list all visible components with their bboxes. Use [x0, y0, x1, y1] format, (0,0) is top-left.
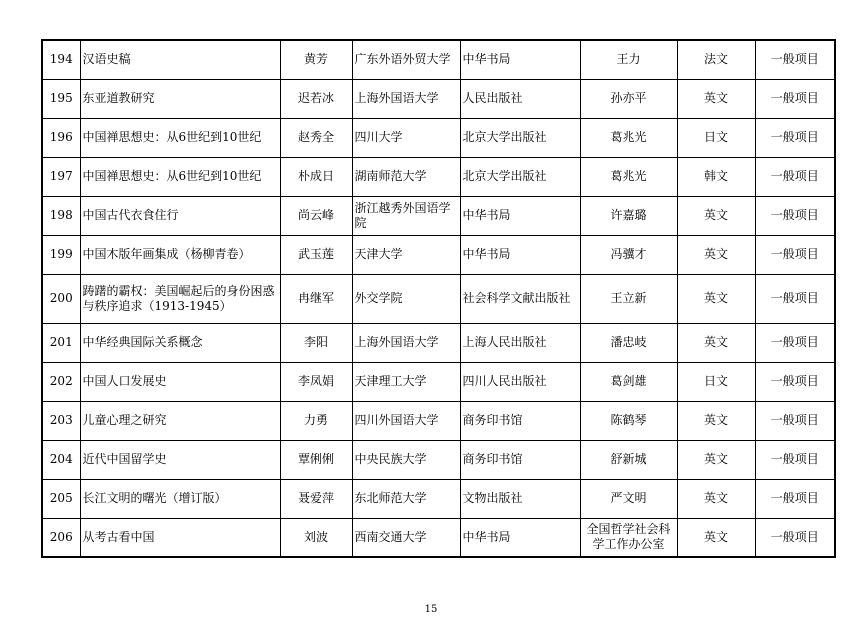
- applicant-name: 李凤娟: [280, 362, 352, 401]
- project-category: 一般项目: [755, 274, 835, 323]
- target-language: 英文: [677, 196, 755, 235]
- original-author: 葛兆光: [580, 118, 677, 157]
- applicant-name: 武玉莲: [280, 235, 352, 274]
- book-title: 中国古代衣食住行: [80, 196, 280, 235]
- institution: 东北师范大学: [352, 479, 460, 518]
- project-category: 一般项目: [755, 40, 835, 79]
- project-category: 一般项目: [755, 518, 835, 557]
- row-number: 200: [42, 274, 80, 323]
- applicant-name: 朴成日: [280, 157, 352, 196]
- row-number: 203: [42, 401, 80, 440]
- original-author: 严文明: [580, 479, 677, 518]
- original-author: 王立新: [580, 274, 677, 323]
- book-title: 汉语史稿: [80, 40, 280, 79]
- original-author: 许嘉璐: [580, 196, 677, 235]
- publisher: 商务印书馆: [460, 440, 580, 479]
- table-row: [42, 40, 835, 79]
- book-title: 儿童心理之研究: [80, 401, 280, 440]
- applicant-name: 覃俐俐: [280, 440, 352, 479]
- target-language: 英文: [677, 79, 755, 118]
- book-title: 东亚道教研究: [80, 79, 280, 118]
- publisher: 文物出版社: [460, 479, 580, 518]
- project-category: 一般项目: [755, 362, 835, 401]
- row-number: 194: [42, 40, 80, 79]
- row-number: 202: [42, 362, 80, 401]
- institution: 上海外国语大学: [352, 79, 460, 118]
- project-category: 一般项目: [755, 401, 835, 440]
- project-category: 一般项目: [755, 157, 835, 196]
- original-author: 葛剑雄: [580, 362, 677, 401]
- book-title: 中国木版年画集成（杨柳青卷）: [80, 235, 280, 274]
- table-row: [42, 401, 835, 440]
- original-author: 舒新城: [580, 440, 677, 479]
- project-category: 一般项目: [755, 118, 835, 157]
- target-language: 英文: [677, 323, 755, 362]
- target-language: 英文: [677, 518, 755, 557]
- institution: 湖南师范大学: [352, 157, 460, 196]
- original-author: 潘忠岐: [580, 323, 677, 362]
- row-number: 204: [42, 440, 80, 479]
- publisher: 商务印书馆: [460, 401, 580, 440]
- publisher: 中华书局: [460, 235, 580, 274]
- publisher: 中华书局: [460, 196, 580, 235]
- book-title: 中国禅思想史：从6世纪到10世纪: [80, 118, 280, 157]
- table-row: [42, 118, 835, 157]
- publisher: 北京大学出版社: [460, 157, 580, 196]
- book-title: 中国人口发展史: [80, 362, 280, 401]
- row-number: 196: [42, 118, 80, 157]
- row-number: 198: [42, 196, 80, 235]
- row-number: 206: [42, 518, 80, 557]
- original-author: 王力: [580, 40, 677, 79]
- table-row: [42, 362, 835, 401]
- target-language: 英文: [677, 479, 755, 518]
- page-number: 15: [424, 604, 438, 615]
- table-row: [42, 196, 835, 235]
- institution: 外交学院: [352, 274, 460, 323]
- table-row: [42, 235, 835, 274]
- publisher: 社会科学文献出版社: [460, 274, 580, 323]
- target-language: 日文: [677, 362, 755, 401]
- original-author: 孙亦平: [580, 79, 677, 118]
- applicant-name: 尚云峰: [280, 196, 352, 235]
- book-title: 从考古看中国: [80, 518, 280, 557]
- target-language: 英文: [677, 440, 755, 479]
- book-title: 中国禅思想史：从6世纪到10世纪: [80, 157, 280, 196]
- table-body: [42, 40, 835, 557]
- original-author: 葛兆光: [580, 157, 677, 196]
- table-row: [42, 79, 835, 118]
- institution: 浙江越秀外国语学院: [352, 196, 460, 235]
- publisher: 四川人民出版社: [460, 362, 580, 401]
- publisher: 上海人民出版社: [460, 323, 580, 362]
- table-row: [42, 274, 835, 323]
- table-row: [42, 440, 835, 479]
- publisher: 北京大学出版社: [460, 118, 580, 157]
- institution: 四川外国语大学: [352, 401, 460, 440]
- book-title: 近代中国留学史: [80, 440, 280, 479]
- project-category: 一般项目: [755, 196, 835, 235]
- row-number: 205: [42, 479, 80, 518]
- original-author: 全国哲学社会科学工作办公室: [580, 518, 677, 557]
- project-category: 一般项目: [755, 235, 835, 274]
- project-category: 一般项目: [755, 79, 835, 118]
- applicant-name: 赵秀全: [280, 118, 352, 157]
- project-category: 一般项目: [755, 440, 835, 479]
- target-language: 法文: [677, 40, 755, 79]
- table-row: [42, 518, 835, 557]
- original-author: 陈鹤琴: [580, 401, 677, 440]
- publisher: 中华书局: [460, 40, 580, 79]
- project-table: [41, 39, 836, 558]
- institution: 西南交通大学: [352, 518, 460, 557]
- target-language: 英文: [677, 235, 755, 274]
- institution: 上海外国语大学: [352, 323, 460, 362]
- row-number: 197: [42, 157, 80, 196]
- table-row: [42, 479, 835, 518]
- target-language: 英文: [677, 274, 755, 323]
- applicant-name: 聂爱萍: [280, 479, 352, 518]
- original-author: 冯骥才: [580, 235, 677, 274]
- book-title: 长江文明的曙光（增订版）: [80, 479, 280, 518]
- book-title: 中华经典国际关系概念: [80, 323, 280, 362]
- project-category: 一般项目: [755, 323, 835, 362]
- institution: 四川大学: [352, 118, 460, 157]
- applicant-name: 刘波: [280, 518, 352, 557]
- applicant-name: 黄芳: [280, 40, 352, 79]
- publisher: 人民出版社: [460, 79, 580, 118]
- book-title: 踌躇的霸权：美国崛起后的身份困惑与秩序追求（1913-1945）: [80, 274, 280, 323]
- row-number: 195: [42, 79, 80, 118]
- applicant-name: 冉继军: [280, 274, 352, 323]
- publisher: 中华书局: [460, 518, 580, 557]
- row-number: 199: [42, 235, 80, 274]
- institution: 中央民族大学: [352, 440, 460, 479]
- target-language: 英文: [677, 401, 755, 440]
- institution: 天津理工大学: [352, 362, 460, 401]
- applicant-name: 力勇: [280, 401, 352, 440]
- target-language: 韩文: [677, 157, 755, 196]
- row-number: 201: [42, 323, 80, 362]
- table-row: [42, 323, 835, 362]
- institution: 广东外语外贸大学: [352, 40, 460, 79]
- target-language: 日文: [677, 118, 755, 157]
- institution: 天津大学: [352, 235, 460, 274]
- applicant-name: 迟若冰: [280, 79, 352, 118]
- table-row: [42, 157, 835, 196]
- applicant-name: 李阳: [280, 323, 352, 362]
- project-category: 一般项目: [755, 479, 835, 518]
